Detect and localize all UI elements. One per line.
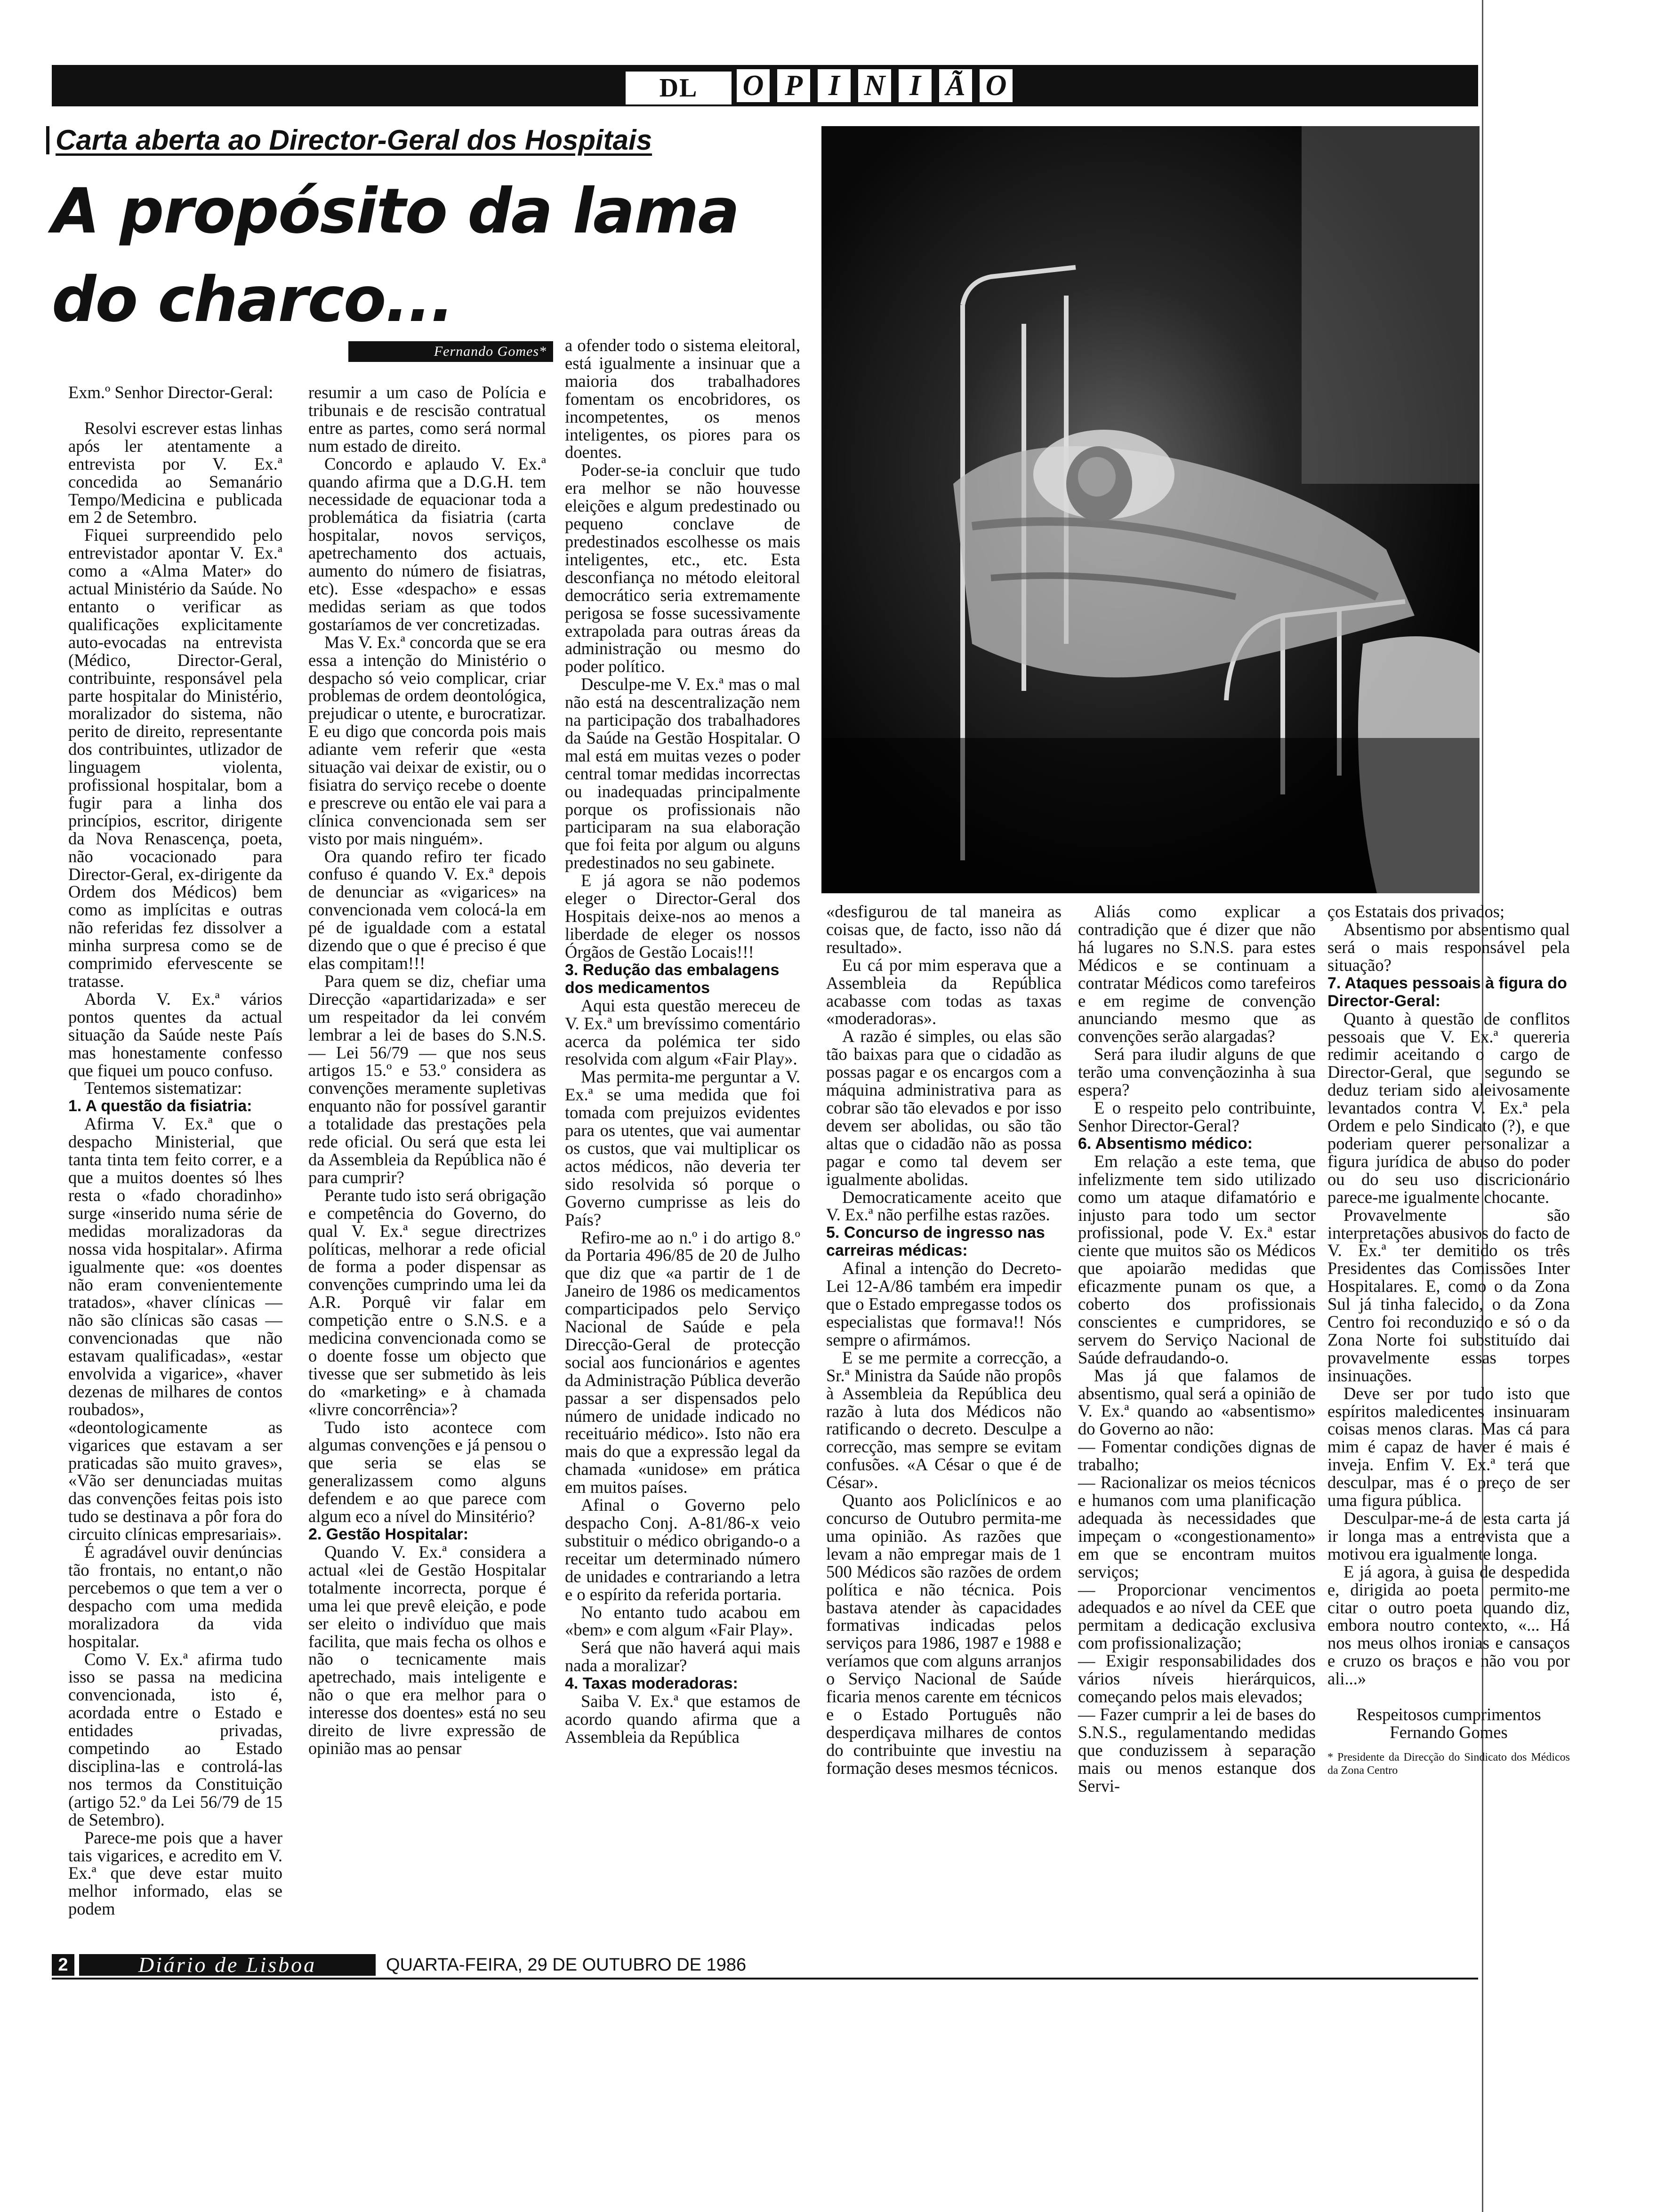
article-photo [821,126,1480,893]
paragraph: E o respeito pelo contribuinte, Senhor Director-Geral? [1078,1098,1316,1135]
signature: Fernando Gomes [1390,1722,1508,1742]
paragraph: ços Estatais dos privados; [1327,902,1505,921]
headline-line: do charco... [52,264,453,336]
section-letter: O [977,67,1015,104]
article-column-1 [68,384,282,1918]
paragraph: Eu cá por mim esperava que a Assembleia da República acabasse com todas as taxas «moderadoras». [826,955,1062,1028]
paragraph: Desculpar-me-á de esta carta já ir longa mas a entrevista que a motivou era igualmente longa. [1327,1508,1570,1563]
salutation: Exm.º Senhor Director-Geral: [68,383,273,402]
byline: Fernando Gomes* [348,341,553,362]
paragraph: Para quem se diz, chefiar uma Direcção «apartidarizada» e ser um respeitador da lei convém lembrar a lei de bases do S.N.S. — Lei 56/79 — que nos seus artigos 15.º e 53.º considera as convenções meramente supletivas enquanto não for possível garantir a totalidade das prestações pela rede oficial. Ou será que esta lei da Assembleia da República não é para cumprir? [308,971,546,1187]
article-kicker: Carta aberta ao Director-Geral dos Hospitais [56,124,652,156]
publication-logo: Diário de Lisboa [79,1954,376,1976]
paragraph: Democraticamente aceito que V. Ex.ª não perfilhe estas razões. [826,1187,1062,1225]
list-item: — Fomentar condições dignas de trabalho; [1078,1437,1316,1475]
paragraph: Mas permita-me perguntar a V. Ex.ª se uma medida que foi tomada com prejuizos evidentes para os utentes, que vai aumentar os custos, que vai multiplicar os actos médicos, não deveria ter sido resolvida só porque o Governo cumprisse as leis do País? [565,1067,800,1229]
paragraph: Afinal o Governo pelo despacho Conj. A-81/86-x veio substituir o médico obrigando-o a receitar um determinado número de unidades e contrariando a letra e o espírito da referida portaria. [565,1495,800,1604]
article-column-3 [565,337,800,1746]
paragraph: Aqui esta questão mereceu de V. Ex.ª um brevíssimo comentário acerca da polémica ter sido resolvida com algum «Fair Play». [565,995,800,1069]
paragraph: Refiro-me ao n.º i do artigo 8.º da Portaria 496/85 de 20 de Julho que diz que «a partir de 1 de Janeiro de 1986 os medicamentos comparticipados pelo Serviço Nacional de Saúde e pela Direcção-Geral de protecção social aos funcionários e agentes da Administração Pública deverão passar a ser dispensados pelo número de unidade indicado no receituário médico». Isto não era mais do que a expressão legal da chamada «unidose» em prática em muitos países. [565,1227,800,1497]
paragraph: Como V. Ex.ª afirma tudo isso se passa na medicina convencionada, isto é, acordada entre o Estado e entidades privadas, competindo ao Estado disciplina-las e controlá-las nos termos da Constituição (artigo 52.º da Lei 56/79 de 15 de Setembro). [68,1649,282,1829]
photo-illustration [821,126,1480,893]
paragraph: Deve ser por tudo isto que espíritos maledicentes insinuaram coisas menos claras. Mas cá para mim é capaz de haver é mais é inveja. Enfim V. Ex.ª terá que desculpar, mas é o preço de ser uma figura pública. [1327,1383,1570,1510]
closing-salutation: Respeitosos cumprimentos [1356,1705,1541,1724]
paragraph: Quanto aos Policlínicos e ao concurso de Outubro permita-me uma opinião. As razões que levam a não empregar mais de 1 500 Médicos são razões de ordem política e não técnica. Pois bastava atender às capacidades formativas indicadas pelos serviços para 1986, 1987 e 1988 e veríamos que com alguns arranjos o Serviço Nacional de Saúde ficaria menos carente em técnicos e o Estado Português não desperdiçava milhares de contos do contribuinte que investiu na formação deses mesmos técnicos. [826,1491,1062,1778]
paragraph: Será para iludir alguns de que terão uma convençãozinha à sua espera? [1078,1044,1316,1100]
publication-date: QUARTA-FEIRA, 29 DE OUTUBRO DE 1986 [386,1955,747,1975]
paragraph: Quanto à questão de conflitos pessoais que V. Ex.ª quereria redimir aceitando o cargo de Director-Geral, que segundo se deduz teriam sido aleivosamente levantados contra V. Ex.ª pela Ordem e pelo Sindicato (?), e que poderiam querer personalizar a figura jurídica de abuso do poder ou do seu uso discricionário parece-me igualmente chocante. [1327,1009,1570,1207]
paragraph: Resolvi escrever estas linhas após ler atentamente a entrevista por V. Ex.ª concedida ao Semanário Tempo/Medicina e publicada em 2 de Setembro. [68,418,282,527]
paragraph: «desfigurou de tal maneira as coisas que, de facto, isso não dá resultado». [826,902,1062,957]
paragraph: E já agora, à guisa de despedida e, dirigida ao poeta permito-me citar o outro poeta quando diz, embora noutro contexto, «... Há nos meus olhos ironias e cansaços e cruzo os braços e não vou por ali...» [1327,1562,1570,1689]
paragraph: Absentismo por absentismo qual será o mais responsável pela situação? [1327,919,1570,975]
kicker-marker [46,126,49,154]
article-column-2 [308,384,546,1757]
section-letter: O [734,67,772,104]
article-column-5 [1078,903,1316,1795]
subheading: 3. Redução das embalagens dos medicamentos [565,961,780,997]
subheading: 7. Ataques pessoais à figura do Director-Geral: [1327,974,1567,1010]
section-letter: I [815,67,853,104]
paragraph: Quando V. Ex.ª considera a actual «lei de Gestão Hospitalar totalmente incorrecta, porque é uma lei que prevê eleição, e pode ser eleito o indivíduo que mais facilita, que mais fecha os olhos e não o tecnicamente mais apetrechado, mais inteligente e não o que era melhor para o interesse dos doentes» está no seu direito de livre expressão de opinião mas ao pensar [308,1542,546,1758]
list-item: — Proporcionar vencimentos adequados e ao nível da CEE que permitam a dedicação exclusiva com profissionalização; [1078,1579,1316,1653]
article-headline [52,167,800,344]
subheading: 1. A questão da fisiatria: [68,1097,252,1115]
paragraph: Afirma V. Ex.ª que o despacho Ministerial, que tanta tinta tem feito correr, e a que a muitos doentes só lhes resta o «fado choradinho» surge «inserido numa série de medidas moralizadoras da nossa vida hospitalar». Afirma igualmente que: «os doentes não eram convenientemente tratados», «haver clínicas — não são clínicas são casas — convencionadas que não estavam qualificadas», «estar envolvida a vigarice», «haver dezenas de milhares de contos roubados», «deontologicamente as vigarices que estavam a ser praticadas são muito graves», «Vão ser denunciadas muitas das convenções feitas pois isto tudo se destinava a pôr fora do circuito clínicas empresariais». [68,1114,282,1544]
section-letter: I [896,67,934,104]
paragraph: Desculpe-me V. Ex.ª mas o mal não está na descentralização nem na participação dos trabalhadores da Saúde na Gestão Hospitalar. O mal está em muitas vezes o poder central tomar medidas incorrectas ou inadequadas principalmente porque os profissionais não participaram na sua elaboração que foi feita por algum ou alguns predestinados no seu gabinete. [565,674,800,873]
article-column-4 [826,903,1062,1777]
section-label-opiniao [734,67,1015,104]
paragraph: Em relação a este tema, que infelizmente tem sido utilizado como um ataque difamatório e injusto para todo um sector profissional, pode V. Ex.ª estar ciente que muitos são os Médicos que apoiarão medidas que eficazmente punam os que, a coberto dos profissionais conscientes e cumpridores, se servem do Serviço Nacional de Saúde defraudando-o. [1078,1151,1316,1367]
paragraph: Afinal a intenção do Decreto-Lei 12-A/86 também era impedir que o Estado empregasse todos os especialistas que formava!! Nós sempre o afirmámos. [826,1258,1062,1349]
paragraph: Será que não haverá aqui mais nada a moralizar? [565,1638,800,1675]
paragraph: Concordo e aplaudo V. Ex.ª quando afirma que a D.G.H. tem necessidade de equacionar toda a problemática da fisiatria (carta hospitalar, novos serviços, apetrechamento dos actuais, aumento do número de fisiatras, etc). Esse «despacho» e essas medidas seriam as que todos gostaríamos de ver concretizadas. [308,454,546,634]
subheading: 2. Gestão Hospitalar: [308,1525,469,1543]
section-letter: N [856,67,893,104]
page-number: 2 [52,1954,74,1976]
paragraph: Provavelmente são interpretações abusivos do facto de V. Ex.ª ter demitido os três Presidentes das Comissões Inter Hospitalares. E, como o da Zona Sul já tinha falecido, o da Zona Centro foi reconduzido e só o da Zona Norte foi substituído dai provavelmente essas torpes insinuações. [1327,1205,1570,1385]
paragraph: Poder-se-ia concluir que tudo era melhor se não houvesse eleições e algum predestinado ou pequeno conclave de predestinados escolhesse os mais inteligentes, etc., etc. Esta desconfiança no método eleitoral democrático seria extremamente perigosa se fosse sucessivamente extrapolada para outras áreas da administração ou mesmo do poder político. [565,460,800,676]
paragraph: Fiquei surpreendido pelo entrevistador apontar V. Ex.ª como a «Alma Mater» do actual Ministério da Saúde. No entanto o verificar as qualificações explicitamente auto-evocadas na entrevista (Médico, Director-Geral, contribuinte, responsável pela parte hospitalar do Ministério, moralizador do sistema, não perito de direito, representante dos contribuintes, utlizador de linguagem violenta, profissional hospitalar, bom a fugir para a linha dos princípios, escritor, dirigente da Nova Renascença, poeta, não vocacionado para Director-Geral, ex-dirigente da Ordem dos Médicos) bem como as implícitas e outras não referidas fez dissolver a minha surpresa como se de comprimido efervescente se tratasse. [68,525,282,991]
paragraph: a ofender todo o sistema eleitoral, está igualmente a insinuar que a maioria dos trabalhadores fomentam os encobridores, os incompetentes, os menos inteligentes, os piores para os doentes. [565,336,800,462]
subheading: 4. Taxas moderadoras: [565,1675,738,1693]
article-column-6 [1327,903,1570,1777]
paragraph: Parece-me pois que a haver tais vigarices, e acredito em V. Ex.ª que deve estar muito melhor informado, elas se podem [68,1827,282,1919]
paragraph: Aborda V. Ex.ª vários pontos quentes da actual situação da Saúde neste País mas honestamente confesso que fiquei um pouco confuso. [68,989,282,1080]
paragraph: Tentemos sistematizar: [84,1078,242,1098]
paragraph: E já agora se não podemos eleger o Director-Geral dos Hospitais deixe-nos ao menos a liberdade de eleger os nossos Órgãos de Gestão Locais!!! [565,871,800,962]
headline-line: A propósito da lama [52,175,739,248]
paragraph: Tudo isto acontece com algumas convenções e já pensou o que seria se elas se generalizassem como alguns defendem e ao que parece com algum eco a nível do Minsitério? [308,1417,546,1526]
paragraph: E se me permite a correcção, a Sr.ª Ministra da Saúde não propôs à Assembleia da República deu razão à luta dos Médicos não ratificando o decreto. Desculpe a correcção, mas sempre se evitam confusões. «A César o que é de César». [826,1347,1062,1492]
footer-rule [52,1978,1478,1980]
paragraph: Mas já que falamos de absentismo, qual será a opinião de V. Ex.ª quando ao «absentismo» do Governo ao não: [1078,1365,1316,1439]
paragraph: resumir a um caso de Polícia e tribunais e de rescisão contratual entre as partes, como será normal num estado de direito. [308,383,546,456]
list-item: — Racionalizar os meios técnicos e humanos com uma planificação adequada às necessidades que impeçam o «congestionamento» em que se encontram muitos serviços; [1078,1473,1316,1581]
subheading: 6. Absentismo médico: [1078,1134,1253,1153]
list-item: — Fazer cumprir a lei de bases do S.N.S., regulamentando medidas que conduzissem à separação mais ou menos estanque dos Servi- [1078,1704,1316,1795]
masthead-mark: DL [624,70,733,106]
paragraph: Mas V. Ex.ª concorda que se era essa a intenção do Ministério o despacho só veio complicar, criar problemas de ordem deontológica, prejudicar o utente, e burocratizar. E eu digo que concorda pois mais adiante vem referir que «esta situação vai deixar de existir, ou o fisiatra do serviço recebe o doente e prescreve ou então ele vai para a clínica convencionada sem ser visto por mais ninguém». [308,632,546,848]
paragraph: Aliás como explicar a contradição que é dizer que não há lugares no S.N.S. para estes Médicos e se continuam a contratar Médicos como tarefeiros e em regime de convenção anunciando mesmo que as convenções serão alargadas? [1078,902,1316,1046]
section-letter: Ã [937,67,974,104]
paragraph: A razão é simples, ou elas são tão baixas para que o cidadão as possas pagar e os encargos com a máquina administrativa para as cobrar são tão elevados e por isso devem ser abolidas, ou são tão altas que o cidadão não as possa pagar e como tal devem ser igualmente abolidas. [826,1026,1062,1189]
section-letter: P [775,67,812,104]
subheading: 5. Concurso de ingresso nas carreiras médicas: [826,1224,1045,1260]
list-item: — Exigir responsabilidades dos vários níveis hierárquicos, começando pelos mais elevados; [1078,1651,1316,1706]
paragraph: Saiba V. Ex.ª que estamos de acordo quando afirma que a Assembleia da República [565,1691,800,1747]
paragraph: É agradável ouvir denúncias tão frontais, no entant,o não percebemos o que tem a ver o despacho com uma medida moralizadora da vida hospitalar. [68,1542,282,1651]
paragraph: Ora quando refiro ter ficado confuso é quando V. Ex.ª depois de denunciar as «vigarices» na convencionada vem colocá-la em pé de igualdade com a estatal dizendo que o que é preciso é que elas compitam!!! [308,846,546,973]
paragraph: No entanto tudo acabou em «bem» e com algum «Fair Play». [565,1602,800,1640]
author-footnote: * Presidente da Direcção do Sindicato dos Médicos da Zona Centro [1327,1751,1570,1777]
paragraph: Perante tudo isto será obrigação e competência do Governo, do qual V. Ex.ª segue directrizes políticas, melhorar a rede oficial de forma a poder dispensar as convenções cumprindo uma lei da A.R. Porquê vir falar em competição entre o S.N.S. e a medicina convencionada como se o doente fosse um objecto que tivesse que ser submetido às leis do «marketing» e à chamada «livre concorrência»? [308,1185,546,1419]
